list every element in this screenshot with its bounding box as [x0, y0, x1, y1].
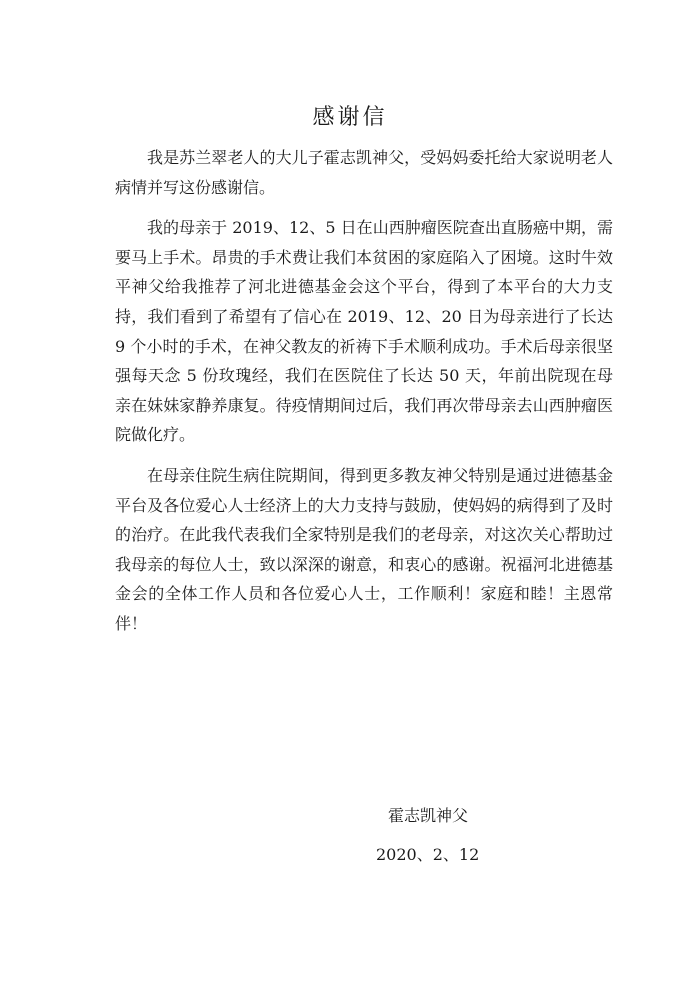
- paragraph-intro: 我是苏兰翠老人的大儿子霍志凯神父，受妈妈委托给大家说明老人病情并写这份感谢信。: [115, 148, 613, 197]
- letter-date: 2020、2、12: [376, 845, 480, 864]
- signature: 霍志凯神父: [388, 806, 469, 825]
- letter-body: [115, 143, 613, 650]
- paragraph-illness: 我的母亲于 2019、12、5 日在山西肿瘤医院查出直肠癌中期，需要马上手术。昂贵的手术费让我们本贫困的家庭陷入了困境。这时牛效平神父给我推荐了河北进德基金会这个平台，得到了本平台的大力支持，我们看到了希望有了信心在 2019、12、20 日为母亲进行了长达 9 个小时的手术，在神父教友的祈祷下手术顺利成功。手术后母亲很坚强每天念 5 份玫瑰经，我们在医院住了长达 50 天，年前出院现在母亲在妹妹家静养康复。待疫情期间过后，我们再次带母亲去山西肿瘤医院做化疗。: [115, 218, 613, 445]
- letter-title: 感谢信: [312, 105, 388, 130]
- paragraph-thanks: 在母亲住院生病住院期间，得到更多教友神父特别是通过进德基金平台及各位爱心人士经济上的大力支持与鼓励，使妈妈的病得到了及时的治疗。在此我代表我们全家特别是我们的老母亲，对这次关心帮助过我母亲的每位人士，致以深深的谢意，和衷心的感谢。祝福河北进德基金会的全体工作人员和各位爱心人士，工作顺利！家庭和睦！主恩常伴！: [115, 465, 613, 633]
